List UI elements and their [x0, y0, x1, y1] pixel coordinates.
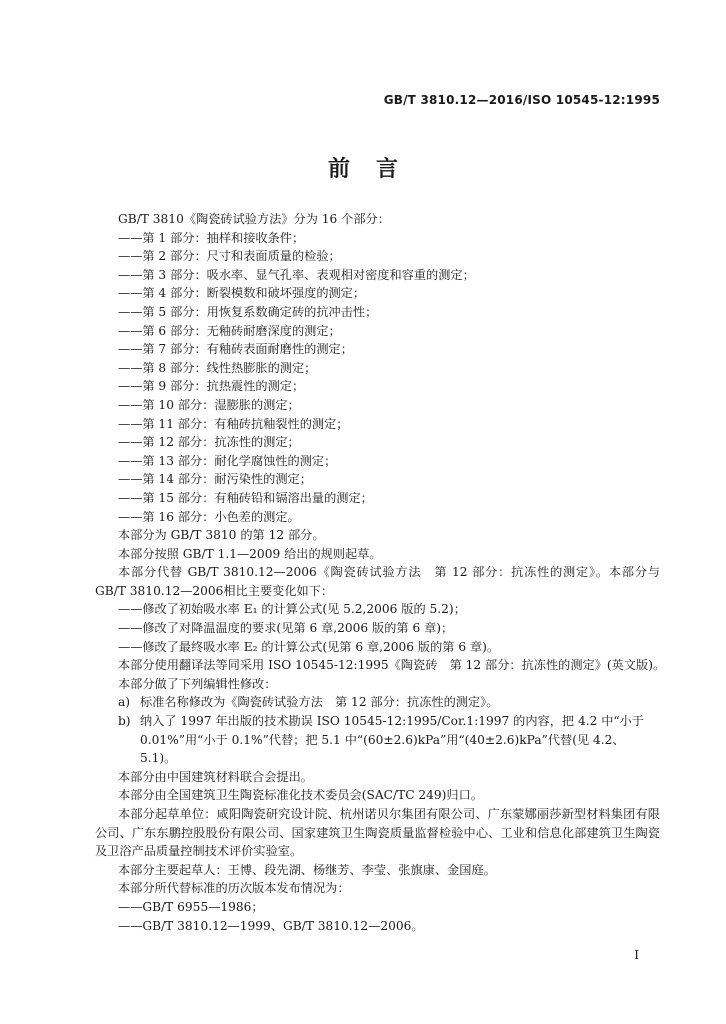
change-item: ——修改了对降温温度的要求(见第 6 章,2006 版的第 6 章)；	[118, 621, 454, 636]
history-item: ——GB/T 3810.12—1999、GB/T 3810.12—2006。	[118, 918, 424, 933]
page-title: 前言	[327, 157, 424, 182]
standard-number-header: GB/T 3810.12—2016/ISO 10545-12:1995	[383, 93, 660, 107]
part-item: ——第 11 部分：有釉砖抗釉裂性的测定；	[118, 416, 349, 431]
part-of-paragraph: 本部分为 GB/T 3810 的第 12 部分。	[118, 528, 325, 543]
history-list	[95, 898, 660, 935]
editorial-marker: b)	[118, 714, 131, 729]
part-item: ——第 5 部分：用恢复系数确定砖的抗冲击性；	[118, 304, 378, 319]
part-item: ——第 10 部分：湿膨胀的测定；	[118, 397, 300, 412]
part-item: ——第 13 部分：耐化学腐蚀性的测定；	[118, 453, 337, 468]
part-item: ——第 12 部分：抗冻性的测定；	[118, 435, 300, 450]
part-item: ——第 14 部分：耐污染性的测定；	[118, 472, 312, 487]
part-item: ——第 1 部分：抽样和接收条件；	[118, 230, 305, 245]
part-item: ——第 2 部分：尺寸和表面质量的检验；	[118, 249, 341, 264]
changes-list	[95, 600, 660, 656]
history-intro: 本部分所代替标准的历次版本发布情况为：	[118, 881, 350, 896]
centralized-paragraph: 本部分由全国建筑卫生陶瓷标准化技术委员会(SAC/TC 249)归口。	[118, 788, 483, 803]
editorial-list	[95, 693, 660, 767]
editorial-item	[95, 712, 660, 768]
proposed-paragraph: 本部分由中国建筑材料联合会提出。	[118, 769, 313, 784]
drafting-rule-paragraph: 本部分按照 GB/T 1.1—2009 给出的规则起草。	[118, 546, 382, 561]
drafters-paragraph: 本部分主要起草人：王博、段先湖、杨继芳、李莹、张旗康、金国庭。	[118, 862, 496, 877]
drafting-units-paragraph: 本部分起草单位：咸阳陶瓷研究设计院、杭州诺贝尔集团有限公司、广东蒙娜丽莎新型材料集团有限公司、广东东鹏控股股份有限公司、国家建筑卫生陶瓷质量监督检验中心、工业和信息化部建筑卫生陶瓷及卫浴产品质量控制技术评价实验室。	[95, 807, 660, 859]
editorial-text: 纳入了 1997 年出版的技术勘误 ISO 10545-12:1995/Cor.1:1997 的内容，把 4.2 中“小于 0.01%”用“小于 0.1%”代替；把 5.1 中“(60±2.6)kPa”用“(40±2.6)kPa”代替(见 4.2、5.1)。	[140, 714, 644, 766]
editorial-item	[95, 693, 660, 712]
parts-list	[95, 229, 660, 527]
part-item: ——第 6 部分：无釉砖耐磨深度的测定；	[118, 323, 341, 338]
intro-paragraph: GB/T 3810《陶瓷砖试验方法》分为 16 个部分：	[118, 212, 390, 226]
change-item: ——修改了最终吸水率 E₂ 的计算公式(见第 6 章,2006 版的第 6 章)。	[118, 639, 500, 654]
editorial-intro: 本部分做了下列编辑性修改：	[118, 676, 277, 691]
part-item: ——第 9 部分：抗热震性的测定；	[118, 379, 305, 394]
change-item: ——修改了初始吸水率 E₁ 的计算公式(见 5.2,2006 版的 5.2)；	[118, 602, 466, 617]
part-item: ——第 16 部分：小色差的测定。	[118, 509, 300, 524]
page-number: I	[634, 948, 639, 962]
part-item: ——第 8 部分：线性热膨胀的测定；	[118, 360, 317, 375]
part-item: ——第 7 部分：有釉砖表面耐磨性的测定；	[118, 342, 353, 357]
replaces-paragraph: 本部分代替 GB/T 3810.12—2006《陶瓷砖试验方法 第 12 部分：抗冻性的测定》。本部分与 GB/T 3810.12—2006相比主要变化如下：	[95, 565, 660, 598]
editorial-text: 标准名称修改为《陶瓷砖试验方法 第 12 部分：抗冻性的测定》。	[140, 695, 499, 710]
document-body	[95, 210, 666, 935]
history-item: ——GB/T 6955—1986；	[118, 899, 264, 914]
editorial-marker: a)	[118, 695, 131, 710]
part-item: ——第 4 部分：断裂模数和破坏强度的测定；	[118, 286, 366, 301]
translation-paragraph: 本部分使用翻译法等同采用 ISO 10545-12:1995《陶瓷砖 第 12 部分：抗冻性的测定》(英文版)。	[118, 658, 666, 673]
part-item: ——第 15 部分：有釉砖铅和镉溶出量的测定；	[118, 490, 373, 505]
part-item: ——第 3 部分：吸水率、显气孔率、表观相对密度和容重的测定；	[118, 267, 475, 282]
